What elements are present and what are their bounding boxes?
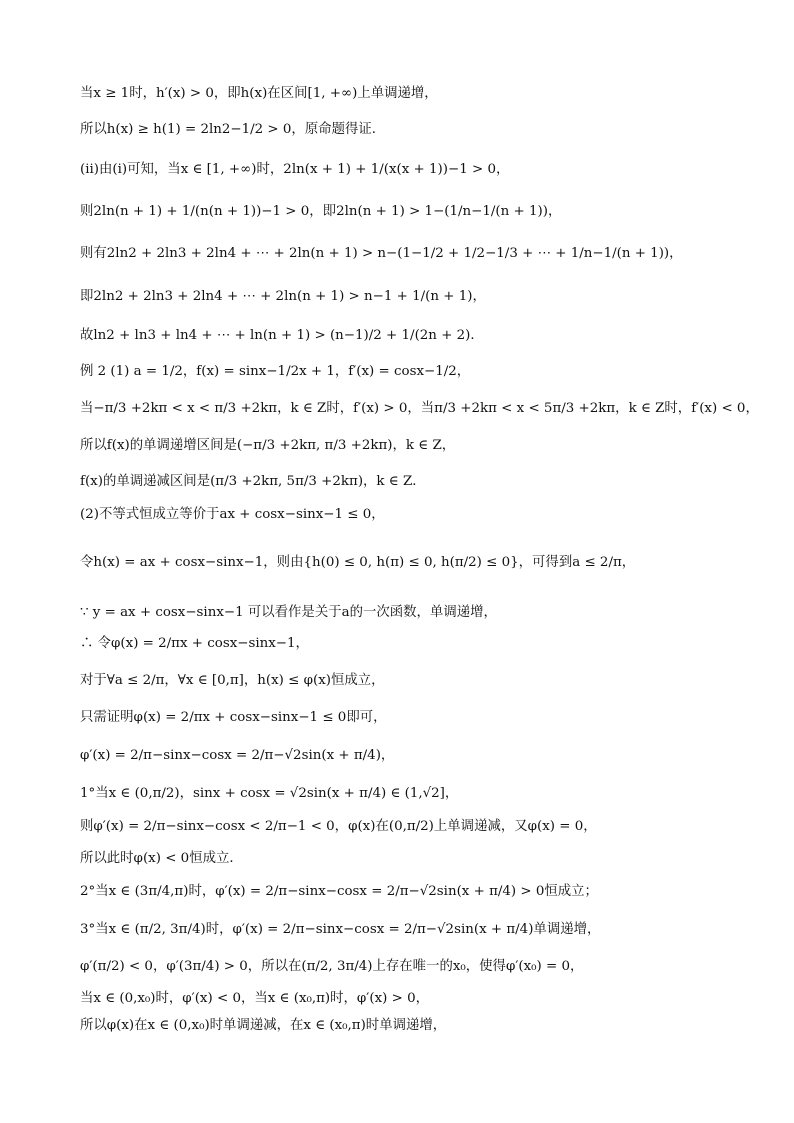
text-line: 则有2ln2 + 2ln3 + 2ln4 + ⋯ + 2ln(n + 1) > n−(1−1/2 + 1/2−1/3 + ⋯ + 1/n−1/(n + 1))， bbox=[80, 246, 683, 261]
text-line: 2°当x ∈ (3π/4,π)时，φ′(x) = 2/π−sinx−cosx = 2/π−√2sin(x + π/4) > 0恒成立； bbox=[80, 884, 598, 899]
text-line: 则2ln(n + 1) + 1/(n(n + 1))−1 > 0，即2ln(n + 1) > 1−(1/n−1/(n + 1))， bbox=[80, 204, 562, 219]
text-line: 所以f(x)的单调递增区间是(−π/3 +2kπ, π/3 +2kπ)，k ∈ Z， bbox=[80, 438, 456, 453]
text-line: φ′(x) = 2/π−sinx−cosx = 2/π−√2sin(x + π/4)， bbox=[80, 748, 395, 763]
text-line: (ii)由(i)可知，当x ∈ [1, +∞)时，2ln(x + 1) + 1/(x(x + 1))−1 > 0， bbox=[80, 162, 510, 177]
text-line: (2)不等式恒成立等价于ax + cosx−sinx−1 ≤ 0， bbox=[80, 507, 385, 522]
text-line: ∵ y = ax + cosx−sinx−1 可以看作是关于a的一次函数，单调递增， bbox=[80, 605, 497, 620]
text-line: 例 2 (1) a = 1/2，f(x) = sinx−1/2x + 1，f′(x) = cosx−1/2， bbox=[80, 364, 471, 379]
text-line: φ′(π/2) < 0，φ′(3π/4) > 0，所以在(π/2, 3π/4)上存在唯一的x₀，使得φ′(x₀) = 0， bbox=[80, 959, 584, 974]
text-line: 即2ln2 + 2ln3 + 2ln4 + ⋯ + 2ln(n + 1) > n−1 + 1/(n + 1)， bbox=[80, 289, 486, 304]
text-line: 3°当x ∈ (π/2, 3π/4)时，φ′(x) = 2/π−sinx−cosx = 2/π−√2sin(x + π/4)单调递增， bbox=[80, 922, 601, 937]
text-line: 则φ′(x) = 2/π−sinx−cosx < 2/π−1 < 0，φ(x)在(0,π/2)上单调递减，又φ(x) = 0， bbox=[80, 819, 597, 834]
text-line: 所以此时φ(x) < 0恒成立． bbox=[80, 851, 243, 866]
text-line: ∴ 令φ(x) = 2/πx + cosx−sinx−1， bbox=[80, 636, 309, 651]
text-line: 1°当x ∈ (0,π/2)，sinx + cosx = √2sin(x + π/4) ∈ (1,√2]， bbox=[80, 786, 459, 801]
text-line: 当x ∈ (0,x₀)时，φ′(x) < 0，当x ∈ (x₀,π)时，φ′(x) > 0， bbox=[80, 991, 429, 1006]
text-line: f(x)的单调递减区间是(π/3 +2kπ, 5π/3 +2kπ)，k ∈ Z． bbox=[80, 474, 426, 489]
text-line: 所以h(x) ≥ h(1) = 2ln2−1/2 > 0，原命题得证． bbox=[80, 122, 386, 137]
text-line: 当x ≥ 1时，h′(x) > 0，即h(x)在区间[1, +∞)上单调递增， bbox=[80, 86, 438, 101]
text-line: 令h(x) = ax + cosx−sinx−1，则由{h(0) ≤ 0, h(π) ≤ 0, h(π/2) ≤ 0}，可得到a ≤ 2/π， bbox=[80, 555, 636, 570]
text-line: 对于∀a ≤ 2/π，∀x ∈ [0,π]，h(x) ≤ φ(x)恒成立， bbox=[80, 673, 385, 688]
text-line: 只需证明φ(x) = 2/πx + cosx−sinx−1 ≤ 0即可， bbox=[80, 710, 387, 725]
text-line: 故ln2 + ln3 + ln4 + ⋯ + ln(n + 1) > (n−1)/2 + 1/(2n + 2)． bbox=[80, 328, 484, 343]
text-line: 所以φ(x)在x ∈ (0,x₀)时单调递减，在x ∈ (x₀,π)时单调递增， bbox=[80, 1018, 447, 1033]
text-line: 当−π/3 +2kπ < x < π/3 +2kπ，k ∈ Z时，f′(x) > 0，当π/3 +2kπ < x < 5π/3 +2kπ，k ∈ Z时，f′(x) < 0， bbox=[80, 401, 759, 416]
